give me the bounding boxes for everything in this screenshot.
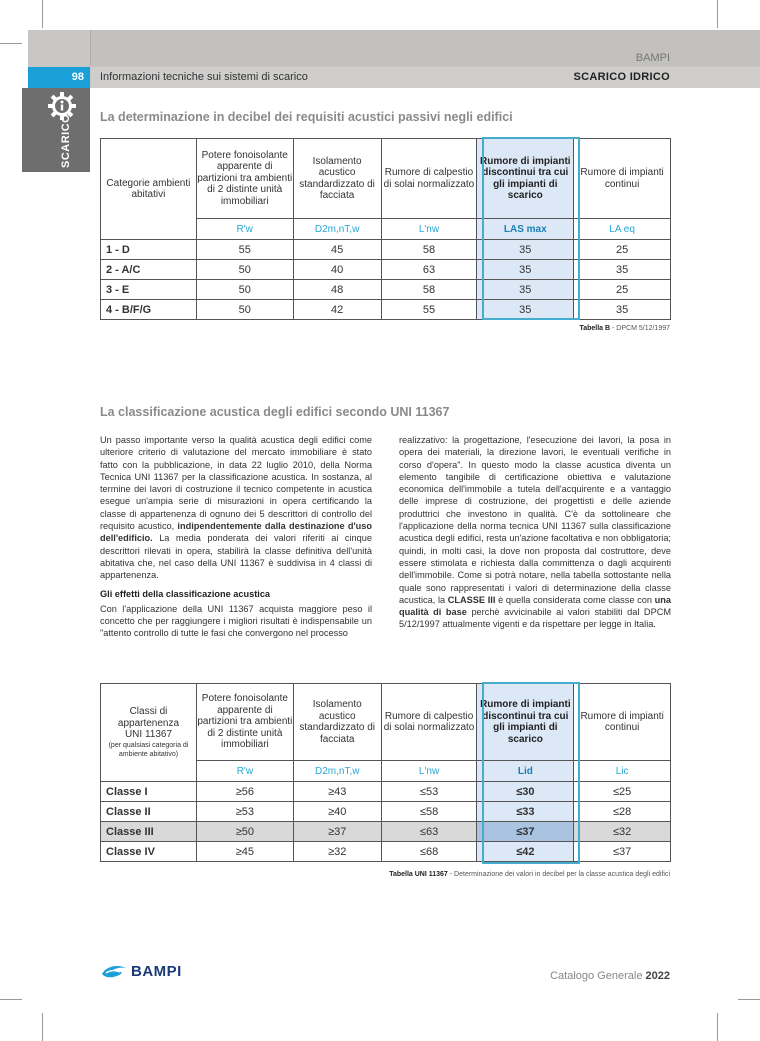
cell: 35 (477, 260, 574, 280)
table1-title: La determinazione in decibel dei requisiti acustici passivi negli edifici (100, 110, 513, 124)
header-cell: Potere fonoisolante apparente di partizioni tra ambienti di 2 distinte unità immobiliari (196, 684, 293, 761)
section-title: Informazioni tecniche sui sistemi di scarico (100, 71, 308, 83)
cell: 58 (381, 280, 477, 300)
unit-cell: R'w (196, 219, 293, 240)
cell: ≤37 (574, 842, 671, 862)
cell: 63 (381, 260, 477, 280)
cell: ≥43 (293, 782, 381, 802)
catalog-label: Catalogo Generale 2022 (550, 970, 670, 982)
unit-cell: D2m,nT,w (293, 219, 381, 240)
cell: ≥53 (196, 802, 293, 822)
cell: ≤32 (574, 822, 671, 842)
crop-mark (738, 999, 760, 1000)
cell: 50 (196, 280, 293, 300)
row-label: 1 - D (101, 240, 197, 260)
row-label: 4 - B/F/G (101, 300, 197, 320)
table-row (101, 240, 671, 260)
cell: ≤33 (477, 802, 574, 822)
article-title: La classificazione acustica degli edifici secondo UNI 11367 (100, 405, 450, 419)
table-row (101, 300, 671, 320)
table-header-row (101, 684, 671, 761)
row-label: 2 - A/C (101, 260, 197, 280)
header-cell: Rumore di calpestio di solai normalizzato (381, 684, 477, 761)
header-cell-highlighted: Rumore di impianti discontinui tra cui gli impianti di scarico (477, 684, 574, 761)
cell: ≤25 (574, 782, 671, 802)
header-cell: Classi di appartenenza UNI 11367 (per qualsiasi categoria di ambiente abitativo) (101, 684, 197, 782)
header-cell: Potere fonoisolante apparente di partizioni tra ambienti di 2 distinte unità immobiliari (196, 139, 293, 219)
header-cell: Rumore di impianti continui (574, 139, 671, 219)
header-brand: BAMPI (635, 52, 670, 64)
table-row (101, 280, 671, 300)
cell: ≥32 (293, 842, 381, 862)
unit-cell: D2m,nT,w (293, 761, 381, 782)
cell: ≤58 (381, 802, 477, 822)
crop-mark (42, 0, 43, 28)
cell: 40 (293, 260, 381, 280)
paragraph: Con l'applicazione della UNI 11367 acquista maggiore peso il concetto che per raggiungere i migliori risultati è indispensabile un "attento controllo di tutte le fasi che convergono nel processo (100, 603, 372, 639)
header-cell: Rumore di impianti continui (574, 684, 671, 761)
table-row-highlighted (101, 822, 671, 842)
cell: 50 (196, 300, 293, 320)
table-header-row (101, 139, 671, 219)
unit-cell: R'w (196, 761, 293, 782)
section-category: SCARICO IDRICO (573, 71, 670, 83)
table1-caption: Tabella B - DPCM 5/12/1997 (579, 325, 670, 332)
cell: 35 (477, 280, 574, 300)
crop-mark (0, 43, 22, 44)
crop-mark (717, 1013, 718, 1041)
cell: 35 (477, 240, 574, 260)
cell: ≤30 (477, 782, 574, 802)
subheading: Gli effetti della classificazione acustica (100, 588, 271, 599)
cell: ≤42 (477, 842, 574, 862)
uni11367-classes-table (100, 683, 671, 862)
acoustic-requirements-table (100, 138, 671, 320)
row-label: 3 - E (101, 280, 197, 300)
unit-cell: Lic (574, 761, 671, 782)
crop-mark (0, 999, 22, 1000)
cell: 58 (381, 240, 477, 260)
paragraph: Un passo importante verso la qualità acustica degli edifici come ulteriore criterio di valutazione del mercato immobiliare è stato fatto con la pubblicazione, in data 22 luglio 2010, della Norma Tecnica UNI 11367 per la classificazione acustica. In sostanza, al termine dei lavori di costruzione il tecnico competente in acustica esegue un'ampia serie di misurazioni in opera certificando la classe di appartenenza di ognuno dei 5 descrittori di controllo del requisito acustico, indipendentemente dalla destinazione d'uso dell'edificio. La media ponderata dei valori riferiti ai cinque descrittori rilevati in opera, stabilirà la classe definitiva dell'unità abitativa che, nel caso della UNI 11367 è suddivisa in 4 classi di appartenenza. (100, 435, 372, 581)
cell: 25 (574, 280, 671, 300)
bampi-logo-icon (100, 964, 128, 980)
cell: 48 (293, 280, 381, 300)
crop-mark (42, 1013, 43, 1041)
header-cell: Isolamento acustico standardizzato di facciata (293, 139, 381, 219)
header-cell: Rumore di calpestio di solai normalizzato (381, 139, 477, 219)
row-label: Classe II (101, 802, 197, 822)
unit-cell: LA eq (574, 219, 671, 240)
cell: ≥37 (293, 822, 381, 842)
cell: 55 (381, 300, 477, 320)
row-label: Classe IV (101, 842, 197, 862)
article-column-left (100, 434, 372, 646)
cell: 55 (196, 240, 293, 260)
table-row (101, 842, 671, 862)
cell: 42 (293, 300, 381, 320)
row-label: Classe I (101, 782, 197, 802)
cell: 50 (196, 260, 293, 280)
logo-text: BAMPI (131, 963, 182, 980)
cell: ≤63 (381, 822, 477, 842)
cell: ≥50 (196, 822, 293, 842)
cell: ≥45 (196, 842, 293, 862)
table-row (101, 260, 671, 280)
table2-caption: Tabella UNI 11367 - Determinazione dei valori in decibel per la classe acustica degli edifici (389, 871, 670, 878)
cell: 35 (477, 300, 574, 320)
side-tab-label: SCARICO (60, 113, 72, 168)
cell: 35 (574, 260, 671, 280)
page-number: 98 (28, 67, 90, 88)
paragraph: realizzativo: la progettazione, l'esecuzione dei lavori, la posa in opera dei materiali, la direzione lavori, le eventuali verifiche in corso d'opera". In questo modo la classe acustica diventa un elemento tangibile di certificazione obiettiva e valutazione economica dell'immobile a tutela dell'acquirente e a vantaggio delle imprese di costruzione, dei progettisti e delle aziende produttrici che investono in qualità. C'è da sottolineare che l'applicazione della norma tecnica UNI 11367 sulla classificazione acustica degli edifici, resta un'azione facoltativa e non obbligatoria; quindi, in molti casi, la dove non proposta dal costruttore, deve essere stimolata e richiesta dalla committenza o dagli acquirenti dell'immobile. Come si potrà notare, nella tabella sottostante nella quale sono rappresentati i valori di determinazione della classe acustica, la CLASSE III è quella considerata come classe con una qualità di base perchè avvicinabile ai valori stabiliti dal DPCM 5/12/1997 attualmente vigenti e da rispettare per legge in Italia. (399, 435, 671, 630)
table-row (101, 802, 671, 822)
cell: 35 (574, 300, 671, 320)
header-cell-highlighted: Rumore di impianti discontinui tra cui gli impianti di scarico (477, 139, 574, 219)
unit-cell-highlighted: LAS max (477, 219, 574, 240)
header-cell: Isolamento acustico standardizzato di facciata (293, 684, 381, 761)
header-cell: Categorie ambienti abitativi (101, 139, 197, 240)
crop-mark (717, 0, 718, 28)
bampi-logo (100, 963, 182, 980)
unit-cell: L'nw (381, 219, 477, 240)
article-column-right (399, 434, 671, 637)
cell: ≤68 (381, 842, 477, 862)
cell: ≤53 (381, 782, 477, 802)
cell: ≤28 (574, 802, 671, 822)
cell: ≤37 (477, 822, 574, 842)
cell: ≥40 (293, 802, 381, 822)
unit-cell: L'nw (381, 761, 477, 782)
unit-cell-highlighted: Lid (477, 761, 574, 782)
table-row (101, 782, 671, 802)
row-label: Classe III (101, 822, 197, 842)
cell: ≥56 (196, 782, 293, 802)
cell: 45 (293, 240, 381, 260)
cell: 25 (574, 240, 671, 260)
